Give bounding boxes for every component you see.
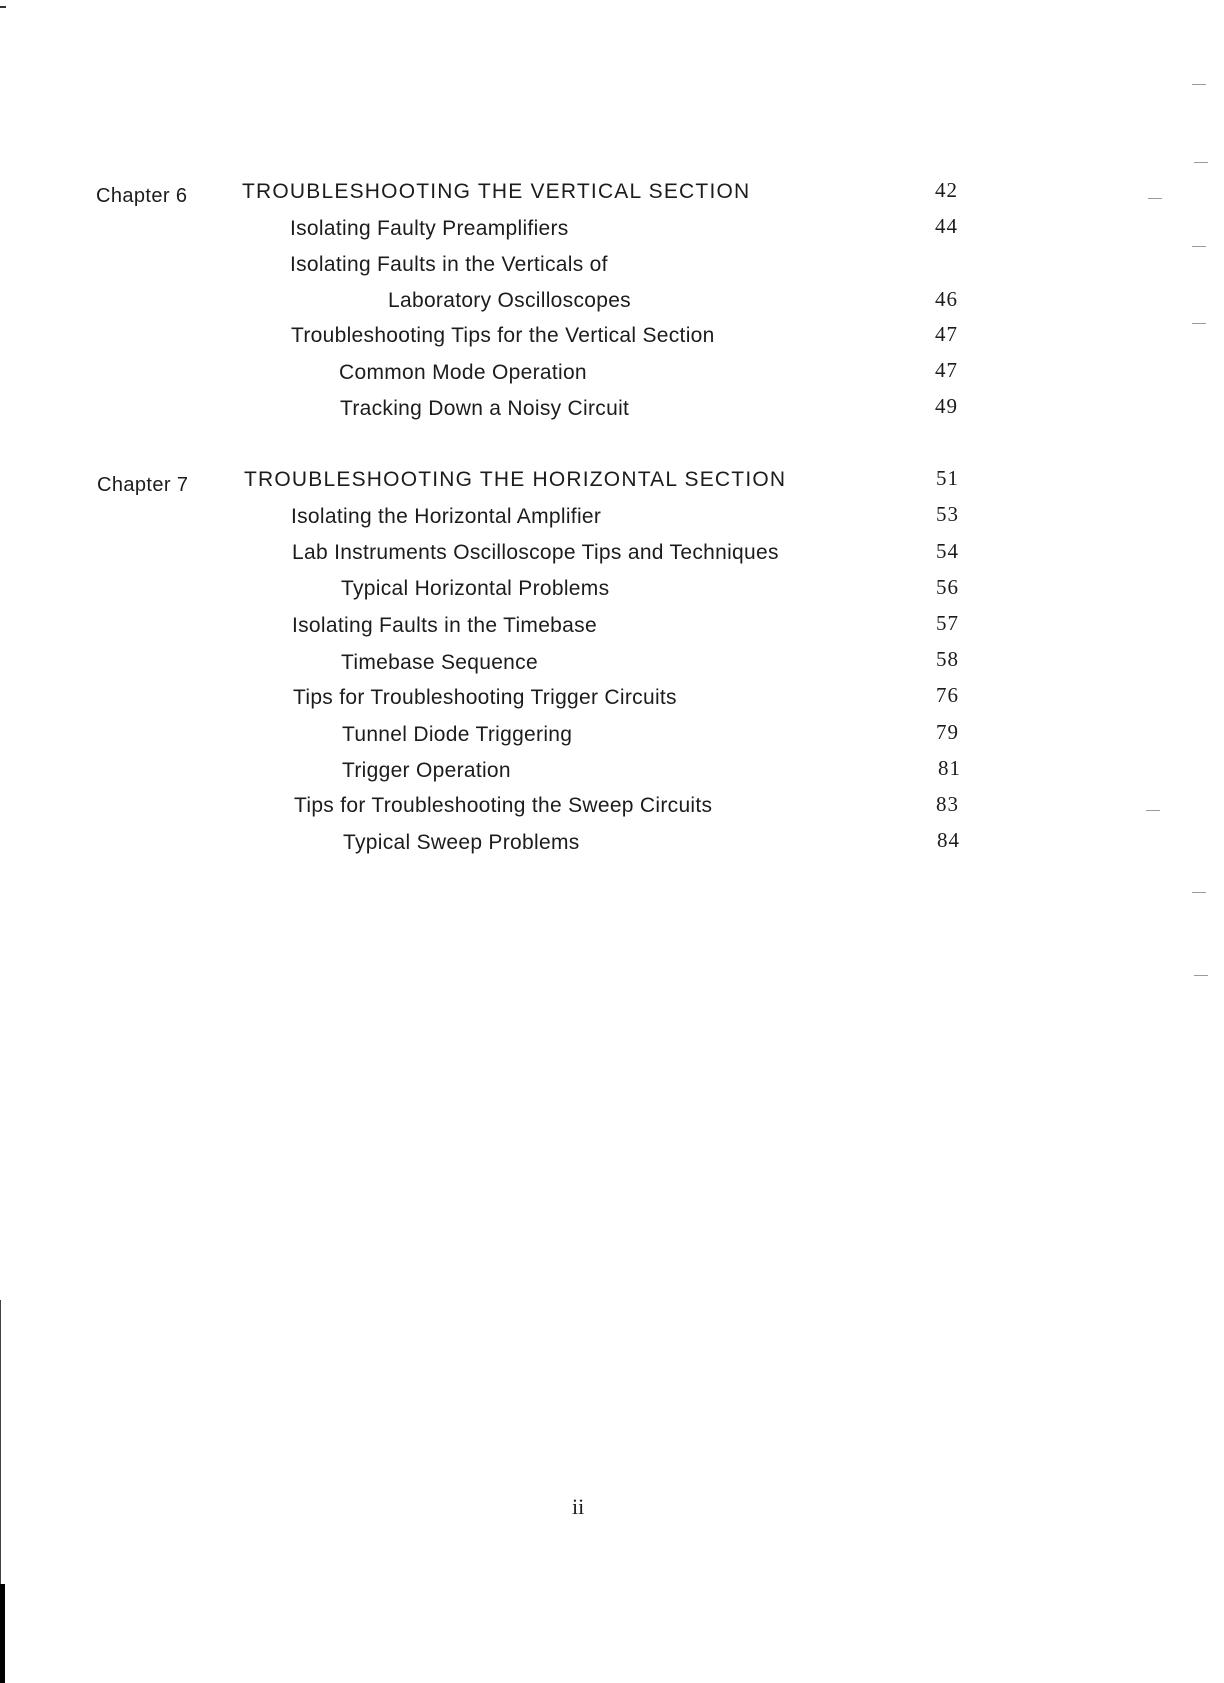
toc-entry: Tips for Troubleshooting Trigger Circuits bbox=[293, 686, 677, 709]
scan-speck bbox=[1192, 246, 1206, 247]
toc-entry: Tunnel Diode Triggering bbox=[342, 723, 573, 746]
scan-speck bbox=[1146, 810, 1160, 811]
chapter-page-number: 42 bbox=[935, 178, 958, 202]
chapter-label: Chapter 6 bbox=[96, 185, 188, 207]
toc-entry: Trigger Operation bbox=[342, 759, 511, 782]
toc-page-number: 49 bbox=[935, 394, 958, 418]
page-number-footer: ii bbox=[572, 1494, 585, 1519]
scan-speck bbox=[1148, 198, 1162, 199]
scan-edge-line bbox=[0, 1300, 1, 1590]
toc-page-number: 46 bbox=[935, 287, 958, 311]
toc-entry: Isolating Faults in the Verticals of bbox=[290, 253, 608, 276]
toc-page-number: 79 bbox=[936, 720, 959, 744]
scan-speck bbox=[1192, 323, 1206, 324]
toc-entry: Isolating Faulty Preamplifiers bbox=[290, 217, 569, 240]
toc-entry: Typical Horizontal Problems bbox=[341, 577, 610, 600]
toc-entry: Lab Instruments Oscilloscope Tips and Techniques bbox=[292, 541, 779, 564]
scan-edge-bar bbox=[0, 1584, 5, 1683]
toc-page-number: 47 bbox=[935, 358, 958, 382]
chapter-title: TROUBLESHOOTING THE HORIZONTAL SECTION bbox=[244, 468, 787, 491]
scan-corner-mark bbox=[0, 6, 6, 8]
toc-entry: Tracking Down a Noisy Circuit bbox=[340, 397, 630, 420]
toc-page-number: 47 bbox=[935, 322, 958, 346]
toc-page-number: 57 bbox=[936, 611, 959, 635]
toc-page-number: 58 bbox=[936, 647, 959, 671]
toc-page-number: 84 bbox=[937, 828, 960, 852]
toc-page-number: 83 bbox=[936, 792, 959, 816]
toc-entry: Isolating Faults in the Timebase bbox=[292, 614, 597, 637]
toc-entry: Laboratory Oscilloscopes bbox=[388, 289, 631, 312]
chapter-label: Chapter 7 bbox=[97, 474, 189, 496]
toc-entry: Isolating the Horizontal Amplifier bbox=[291, 505, 602, 528]
toc-page-number: 81 bbox=[938, 756, 961, 780]
chapter-page-number: 51 bbox=[936, 466, 959, 490]
toc-page-number: 54 bbox=[936, 539, 959, 563]
scan-speck bbox=[1194, 162, 1208, 163]
chapter-title: TROUBLESHOOTING THE VERTICAL SECTION bbox=[242, 180, 751, 203]
toc-entry: Timebase Sequence bbox=[341, 651, 538, 674]
toc-page-number: 44 bbox=[935, 214, 958, 238]
toc-entry: Tips for Troubleshooting the Sweep Circuits bbox=[294, 794, 713, 817]
scan-speck bbox=[1194, 975, 1208, 976]
toc-page-number: 53 bbox=[936, 502, 959, 526]
toc-page-number: 56 bbox=[936, 575, 959, 599]
toc-entry: Common Mode Operation bbox=[339, 361, 587, 384]
toc-page-number: 76 bbox=[936, 683, 959, 707]
scan-speck bbox=[1192, 84, 1206, 85]
scan-speck bbox=[1192, 892, 1206, 893]
toc-entry: Typical Sweep Problems bbox=[343, 831, 580, 854]
toc-entry: Troubleshooting Tips for the Vertical Section bbox=[291, 324, 715, 347]
